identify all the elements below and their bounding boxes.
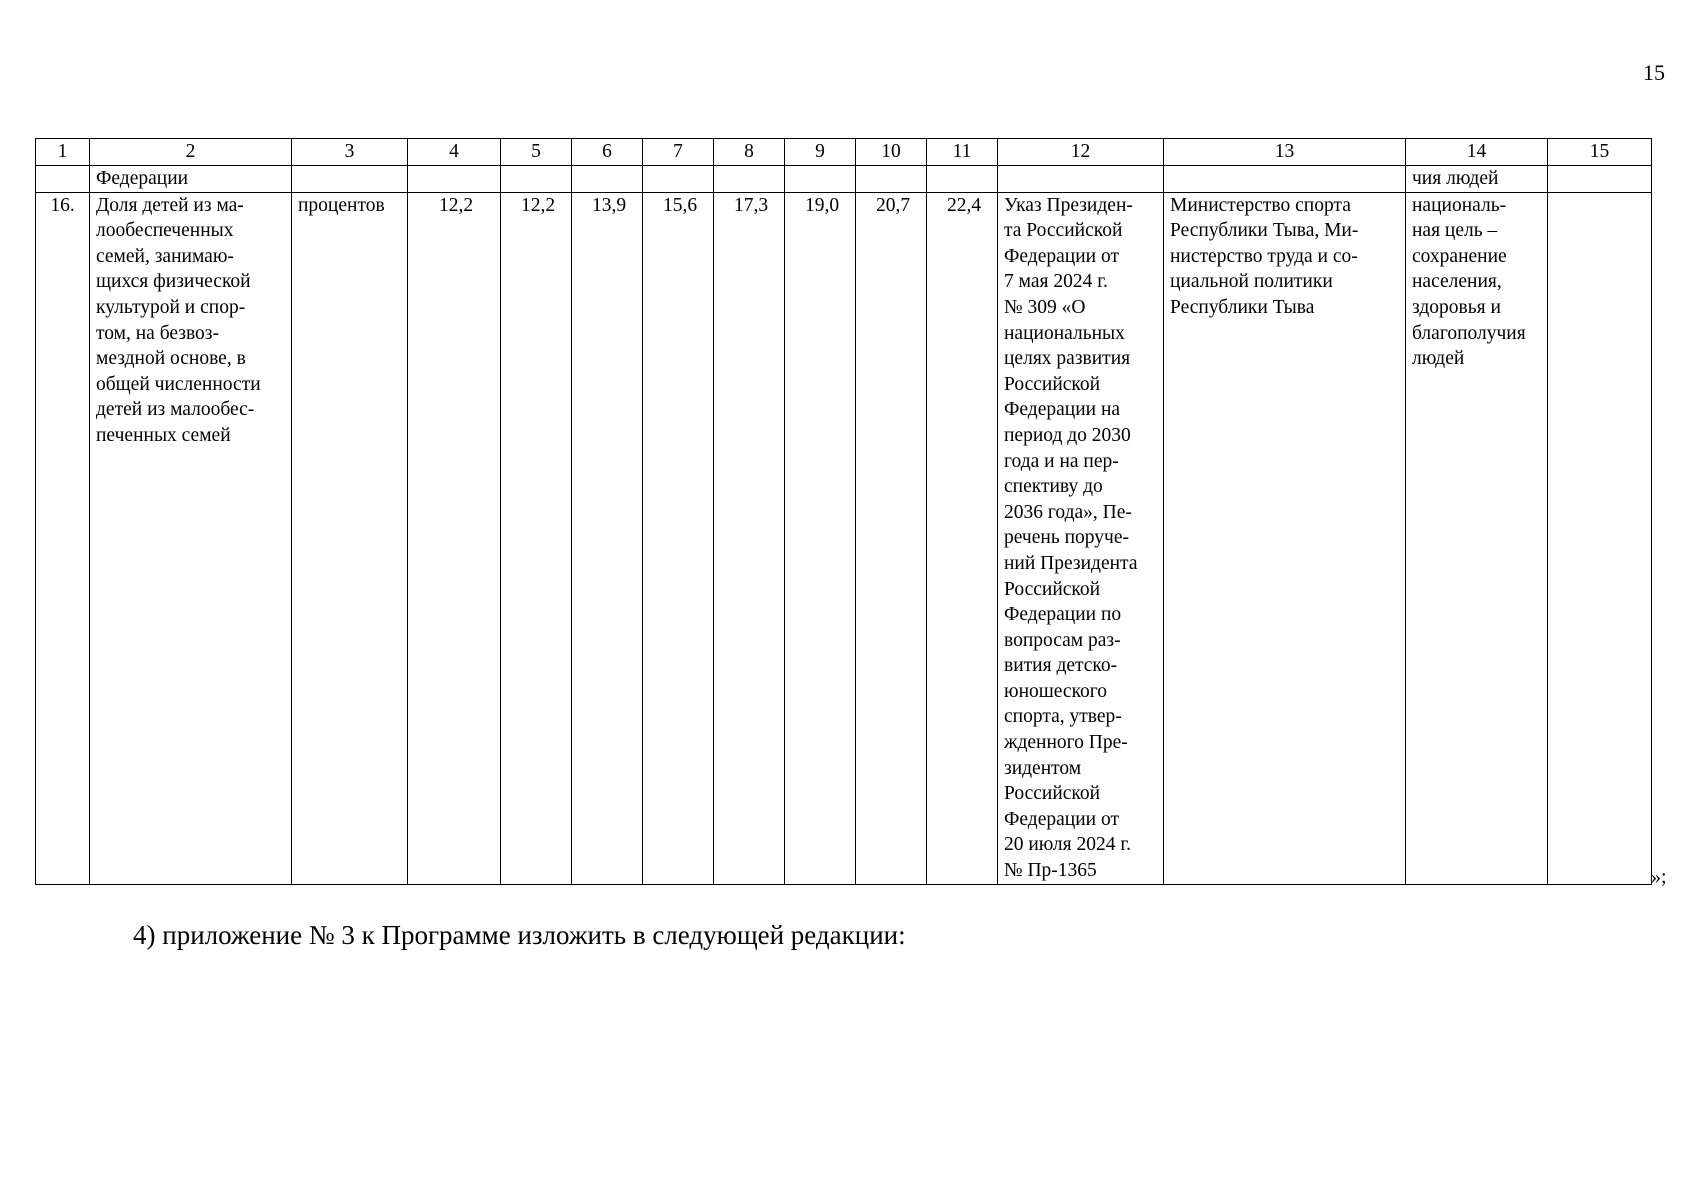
text-line: националь- bbox=[1412, 194, 1507, 216]
col-number-9: 9 bbox=[785, 139, 856, 166]
closing-quote-mark: »; bbox=[1651, 866, 1667, 888]
text-line: Указ Президен- bbox=[1004, 194, 1133, 216]
continuation-row bbox=[36, 166, 1652, 193]
text-line: та Российской bbox=[1004, 220, 1123, 242]
text-line: речень поруче- bbox=[1004, 527, 1129, 549]
text-line: Федерации от bbox=[1004, 808, 1119, 830]
text-line: № Пр-1365 bbox=[1004, 860, 1097, 882]
national-goal-cell bbox=[1406, 192, 1548, 884]
value-cell bbox=[714, 192, 785, 884]
cont-cell-8 bbox=[714, 166, 785, 193]
text-line: Федерации на bbox=[1004, 399, 1121, 421]
cont-cell-15 bbox=[1548, 166, 1652, 193]
col-number-1: 1 bbox=[36, 139, 90, 166]
cont-cell-11 bbox=[927, 166, 998, 193]
cont-cell-13 bbox=[1164, 166, 1406, 193]
text-line: Республики Тыва, Ми- bbox=[1170, 220, 1359, 242]
amendment-paragraph: 4) приложение № 3 к Программе изложить в следующей редакции: bbox=[133, 920, 906, 950]
page-number: 15 bbox=[1643, 60, 1665, 85]
col-number-12: 12 bbox=[998, 139, 1164, 166]
text-line: года и на пер- bbox=[1004, 450, 1119, 472]
cont-cell-6 bbox=[572, 166, 643, 193]
text-line: лообеспеченных bbox=[96, 220, 234, 242]
cont-cell-1 bbox=[36, 166, 90, 193]
text-line: сохранение bbox=[1412, 245, 1507, 267]
text-line: людей bbox=[1412, 348, 1465, 370]
value-cell bbox=[501, 192, 572, 884]
cont-cell-4 bbox=[408, 166, 501, 193]
text-line: ний Президента bbox=[1004, 552, 1138, 574]
col-number-5: 5 bbox=[501, 139, 572, 166]
unit-cell: процентов bbox=[292, 192, 408, 884]
text-line: № 309 «О bbox=[1004, 296, 1086, 318]
row-number: 16. bbox=[36, 192, 90, 884]
cont-cell-12 bbox=[998, 166, 1164, 193]
text-line: мездной основе, в bbox=[96, 348, 246, 370]
col-number-2: 2 bbox=[90, 139, 292, 166]
text-line: благополучия bbox=[1412, 322, 1526, 344]
value-cell bbox=[785, 192, 856, 884]
column-number-row bbox=[36, 139, 1652, 166]
text-line: ная цель – bbox=[1412, 220, 1498, 242]
text-line: жденного Пре- bbox=[1004, 732, 1128, 754]
text-line: юношеского bbox=[1004, 680, 1108, 702]
cont-cell-9 bbox=[785, 166, 856, 193]
text-line: период до 2030 bbox=[1004, 424, 1131, 446]
text-line: зидентом bbox=[1004, 757, 1082, 779]
text-line: Федерации по bbox=[1004, 604, 1122, 626]
text-line: нистерство труда и со- bbox=[1170, 245, 1358, 267]
text-line: населения, bbox=[1412, 271, 1502, 293]
text-line: Министерство спорта bbox=[1170, 194, 1351, 216]
cont-cell-3 bbox=[292, 166, 408, 193]
value-cell bbox=[643, 192, 714, 884]
legal-basis-cell bbox=[998, 192, 1164, 884]
text-line: вопросам раз- bbox=[1004, 629, 1121, 651]
cont-cell-5 bbox=[501, 166, 572, 193]
text-line: щихся физической bbox=[96, 271, 251, 293]
text-line: вития детско- bbox=[1004, 655, 1118, 677]
text-line: Российской bbox=[1004, 373, 1101, 395]
text-line: циальной политики bbox=[1170, 271, 1333, 293]
text-line: печенных семей bbox=[96, 424, 231, 446]
text-line: Доля детей из ма- bbox=[96, 194, 244, 216]
value-text: 22,4 bbox=[946, 194, 982, 216]
value-text: 17,3 bbox=[733, 194, 769, 216]
text-line: Российской bbox=[1004, 578, 1101, 600]
text-line: 7 мая 2024 г. bbox=[1004, 271, 1108, 293]
value-cell bbox=[927, 192, 998, 884]
value-text: 20,7 bbox=[875, 194, 911, 216]
col-number-8: 8 bbox=[714, 139, 785, 166]
text-line: Российской bbox=[1004, 783, 1101, 805]
value-cell bbox=[408, 192, 501, 884]
col-number-6: 6 bbox=[572, 139, 643, 166]
text-line: том, на безвоз- bbox=[96, 322, 219, 344]
col-number-13: 13 bbox=[1164, 139, 1406, 166]
indicators-table bbox=[35, 138, 1652, 885]
text-line: детей из малообес- bbox=[96, 399, 255, 421]
indicator-name bbox=[90, 192, 292, 884]
value-text: 15,6 bbox=[662, 194, 698, 216]
value-text: 13,9 bbox=[591, 194, 627, 216]
table-row bbox=[36, 192, 1652, 884]
value-text: 19,0 bbox=[804, 194, 840, 216]
cont-cell-10 bbox=[856, 166, 927, 193]
text-line: 20 июля 2024 г. bbox=[1004, 834, 1132, 856]
col-number-3: 3 bbox=[292, 139, 408, 166]
text-line: Федерации от bbox=[1004, 245, 1119, 267]
col-number-7: 7 bbox=[643, 139, 714, 166]
value-text: 12,2 bbox=[520, 194, 556, 216]
responsible-cell bbox=[1164, 192, 1406, 884]
cont-cell-7 bbox=[643, 166, 714, 193]
text-line: культурой и спор- bbox=[96, 296, 246, 318]
col-number-15: 15 bbox=[1548, 139, 1652, 166]
cont-goal-cell: чия людей bbox=[1406, 166, 1548, 193]
text-line: общей численности bbox=[96, 373, 261, 395]
text-line: спективу до bbox=[1004, 476, 1103, 498]
text-line: Республики Тыва bbox=[1170, 296, 1315, 318]
text-line: спорта, утвер- bbox=[1004, 706, 1122, 728]
text-line: семей, занимаю- bbox=[96, 245, 234, 267]
col-number-11: 11 bbox=[927, 139, 998, 166]
col15-cell bbox=[1548, 192, 1652, 884]
cont-name-cell: Федерации bbox=[90, 166, 292, 193]
text-line: 2036 года», Пе- bbox=[1004, 501, 1132, 523]
value-cell bbox=[856, 192, 927, 884]
value-text: 12,2 bbox=[438, 194, 474, 216]
value-cell bbox=[572, 192, 643, 884]
text-line: национальных bbox=[1004, 322, 1125, 344]
text-line: здоровья и bbox=[1412, 296, 1501, 318]
col-number-14: 14 bbox=[1406, 139, 1548, 166]
text-line: целях развития bbox=[1004, 348, 1131, 370]
col-number-4: 4 bbox=[408, 139, 501, 166]
col-number-10: 10 bbox=[856, 139, 927, 166]
